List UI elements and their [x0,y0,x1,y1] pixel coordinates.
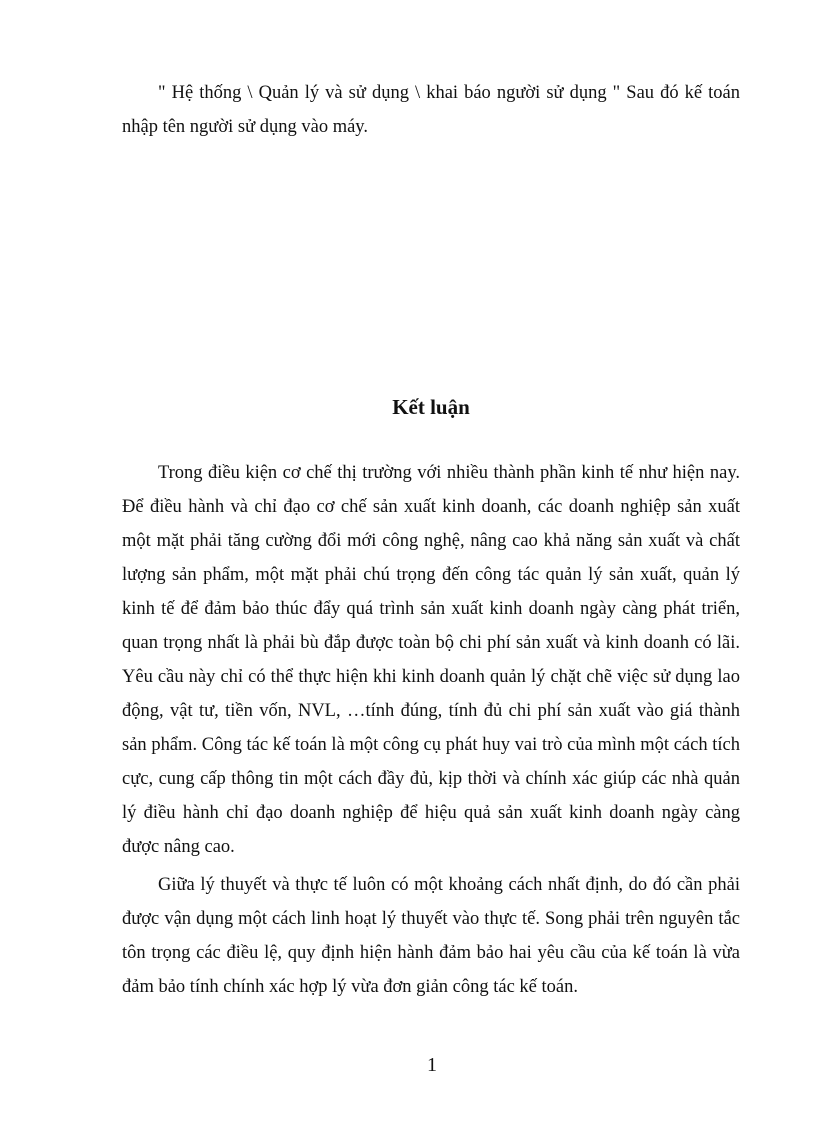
page-number: 1 [427,1054,437,1076]
conclusion-paragraph-2: Giữa lý thuyết và thực tế luôn có một khoảng cách nhất định, do đó cần phải được vận dụng một cách linh hoạt lý thuyết vào thực tế. Song phải trên nguyên tắc tôn trọng các điều lệ, quy định hiện hành đảm bảo hai yêu cầu của kế toán là vừa đảm bảo tính chính xác hợp lý vừa đơn giản công tác kế toán. [122,875,740,997]
conclusion-paragraph-1: Trong điều kiện cơ chế thị trường với nhiều thành phần kinh tế như hiện nay. Để điều hành và chỉ đạo cơ chế sản xuất kinh doanh, các doanh nghiệp sản xuất một mặt phải tăng cường đổi mới công nghệ, nâng cao khả năng sản xuất và chất lượng sản phẩm, một mặt phải chú trọng đến công tác quản lý sản xuất, quản lý kinh tế để đảm bảo thúc đẩy quá trình sản xuất kinh doanh ngày càng phát triển, quan trọng nhất là phải bù đắp được toàn bộ chi phí sản xuất và kinh doanh có lãi. Yêu cầu này chỉ có thể thực hiện khi kinh doanh quản lý chặt chẽ việc sử dụng lao động, vật tư, tiền vốn, NVL, …tính đúng, tính đủ chi phí sản xuất vào giá thành sản phẩm. Công tác kế toán là một công cụ phát huy vai trò của mình một cách tích cực, cung cấp thông tin một cách đầy đủ, kịp thời và chính xác giúp các nhà quản lý điều hành chỉ đạo doanh nghiệp để hiệu quả sản xuất kinh doanh ngày càng được nâng cao. [122,463,740,857]
intro-paragraph: " Hệ thống \ Quản lý và sử dụng \ khai báo người sử dụng " Sau đó kế toán nhập tên người sử dụng vào máy. [122,83,740,137]
section-title: Kết luận [392,395,470,419]
